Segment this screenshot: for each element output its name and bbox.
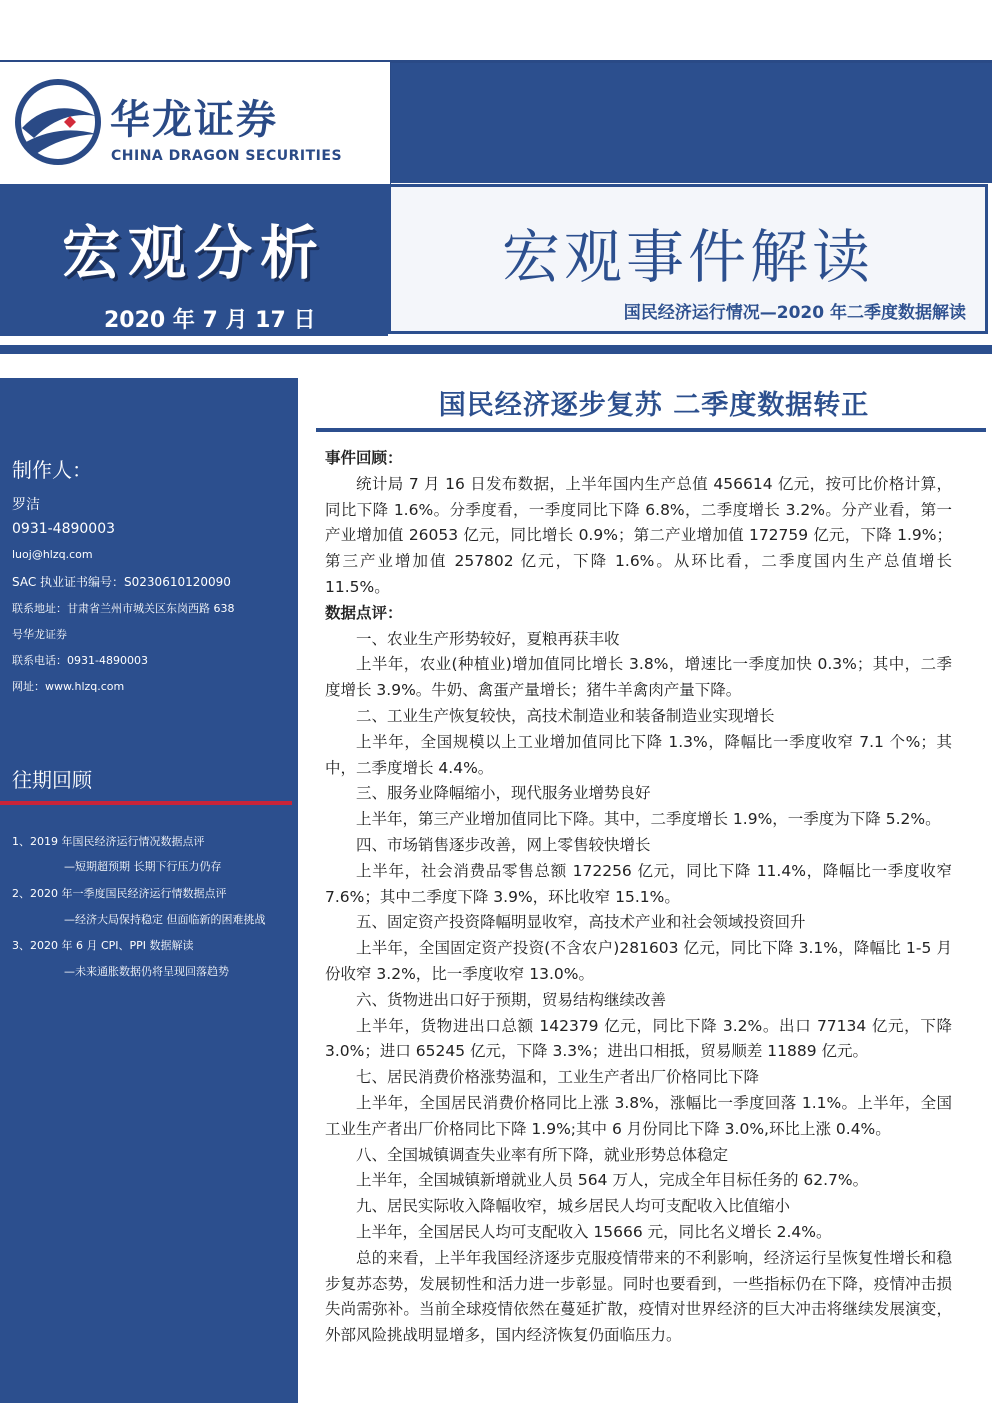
logo-chinese-name: 华龙证券 [110,97,278,143]
point-body: 上半年，全国居民人均可支配收入 15666 元，同比名义增长 2.4%。 [356,1222,832,1241]
report-date: 2020 年 7 月 17 日 [104,308,316,333]
point-body: 上半年，全国城镇新增就业人员 564 万人，完成全年目标任务的 62.7%。 [356,1171,869,1190]
past-report-subtitle: —未来通胀数据仍将呈现回落趋势 [64,965,229,978]
company-logo-icon [12,76,104,168]
point-heading: 五、固定资产投资降幅明显收窄，高技术产业和社会领域投资回升 [356,913,806,932]
event-review-label: 事件回顾： [325,449,403,467]
event-review-text: 统计局 7 月 16 日发布数据，上半年国内生产总值 456614 亿元，按可比价格计算，同比下降 1.6%。分季度看，一季度同比下降 6.8%，二季度增长 3.2%。分产业看，第一产业增加值 26053 亿元，同比增长 0.9%；第二产业增加值 172759 亿元，下降 1.9%；第三产业增加值 257802 亿元，下降 1.6%。从环比看，二季度国内生产总值增长 11.5%。 [325,474,952,596]
logo-english-name: CHINA DRAGON SECURITIES [111,148,343,164]
header-bottom-rule [0,345,992,354]
past-report-subtitle: —经济大局保持稳定 但面临新的困难挑战 [64,913,266,926]
point-body: 上半年，全国固定资产投资(不含农户)281603 亿元，同比下降 3.1%，降幅比 1-5 月份收窄 3.2%，比一季度收窄 13.0%。 [325,939,952,983]
sac-number: SAC 执业证书编号：S0230610120090 [12,575,231,589]
contact-phone: 联系电话：0931-4890003 [12,654,148,667]
point-body: 上半年，第三产业增加值同比下降。其中，二季度增长 1.9%，一季度为下降 5.2%。 [356,810,941,829]
point-heading: 一、农业生产形势较好，夏粮再获丰收 [356,629,620,648]
header-banner [391,63,992,183]
website[interactable]: 网址：www.hlzq.com [12,680,125,693]
author-name: 罗洁 [12,497,40,513]
author-phone: 0931-4890003 [12,521,116,537]
past-reports-heading: 往期回顾 [12,768,92,792]
article-title: 国民经济逐步复苏 二季度数据转正 [438,390,870,421]
point-body: 上半年，社会消费品零售总额 172256 亿元，同比下降 11.4%，降幅比一季度收窄 7.6%；其中二季度下降 3.9%，环比收窄 15.1%。 [325,861,952,906]
section-title: 宏观分析 [61,219,326,287]
point-heading: 七、居民消费价格涨势温和，工业生产者出厂价格同比下降 [356,1068,760,1087]
point-body: 上半年，全国规模以上工业增加值同比下降 1.3%，降幅比一季度收窄 7.1 个%；其中，二季度增长 4.4%。 [325,732,952,777]
point-heading: 四、市场销售逐步改善，网上零售较快增长 [356,835,651,854]
summary-paragraph: 总的来看，上半年我国经济逐步克服疫情带来的不利影响，经济运行呈恢复性增长和稳步复苏态势，发展韧性和活力进一步彰显。同时也要看到，一些指标仍在下降，疫情冲击损失尚需弥补。当前全球疫情依然在蔓延扩散，疫情对世界经济的巨大冲击将继续发展演变，外部风险挑战明显增多，国内经济恢复仍面临压力。 [325,1248,952,1345]
point-body: 上半年，货物进出口总额 142379 亿元，同比下降 3.2%。出口 77134 亿元，下降 3.0%；进口 65245 亿元，下降 3.3%；进出口相抵，贸易顺差 11889 亿元。 [325,1016,952,1061]
point-heading: 九、居民实际收入降幅收窄，城乡居民人均可支配收入比值缩小 [356,1197,791,1216]
address-line-2: 号华龙证券 [12,628,67,641]
point-body: 上半年，全国居民消费价格同比上涨 3.8%，涨幅比一季度回落 1.1%。上半年，全国工业生产者出厂价格同比下降 1.9%;其中 6 月份同比下降 3.0%,环比上涨 0.4%。 [325,1093,952,1138]
article-body [325,446,952,1349]
past-report-subtitle: —短期超预期 长期下行压力仍存 [64,860,222,873]
past-report-link[interactable]: 1、2019 年国民经济运行情况数据点评 [12,835,205,848]
article-title-rule [316,428,986,432]
past-reports-rule [0,801,292,805]
point-heading: 二、工业生产恢复较快，高技术制造业和装备制造业实现增长 [356,706,775,725]
point-body: 上半年，农业(种植业)增加值同比增长 3.8%，增速比一季度加快 0.3%；其中，二季度增长 3.9%。牛奶、禽蛋产量增长；猪牛羊禽肉产量下降。 [325,655,952,700]
address-line-1: 联系地址：甘肃省兰州市城关区东岗西路 638 [12,602,235,615]
point-heading: 六、货物进出口好于预期，贸易结构继续改善 [356,990,667,1009]
report-subtitle: 国民经济运行情况—2020 年二季度数据解读 [623,303,966,323]
report-type-title: 宏观事件解读 [501,223,874,291]
past-report-link[interactable]: 3、2020 年 6 月 CPI、PPI 数据解读 [12,939,194,952]
point-heading: 八、全国城镇调查失业率有所下降，就业形势总体稳定 [356,1145,729,1164]
author-heading: 制作人： [12,458,92,482]
point-heading: 三、服务业降幅缩小，现代服务业增势良好 [356,784,651,803]
author-email[interactable]: luoj@hlzq.com [12,548,93,561]
data-comment-label: 数据点评： [325,603,403,622]
past-report-link[interactable]: 2、2020 年一季度国民经济运行情数据点评 [12,887,227,900]
